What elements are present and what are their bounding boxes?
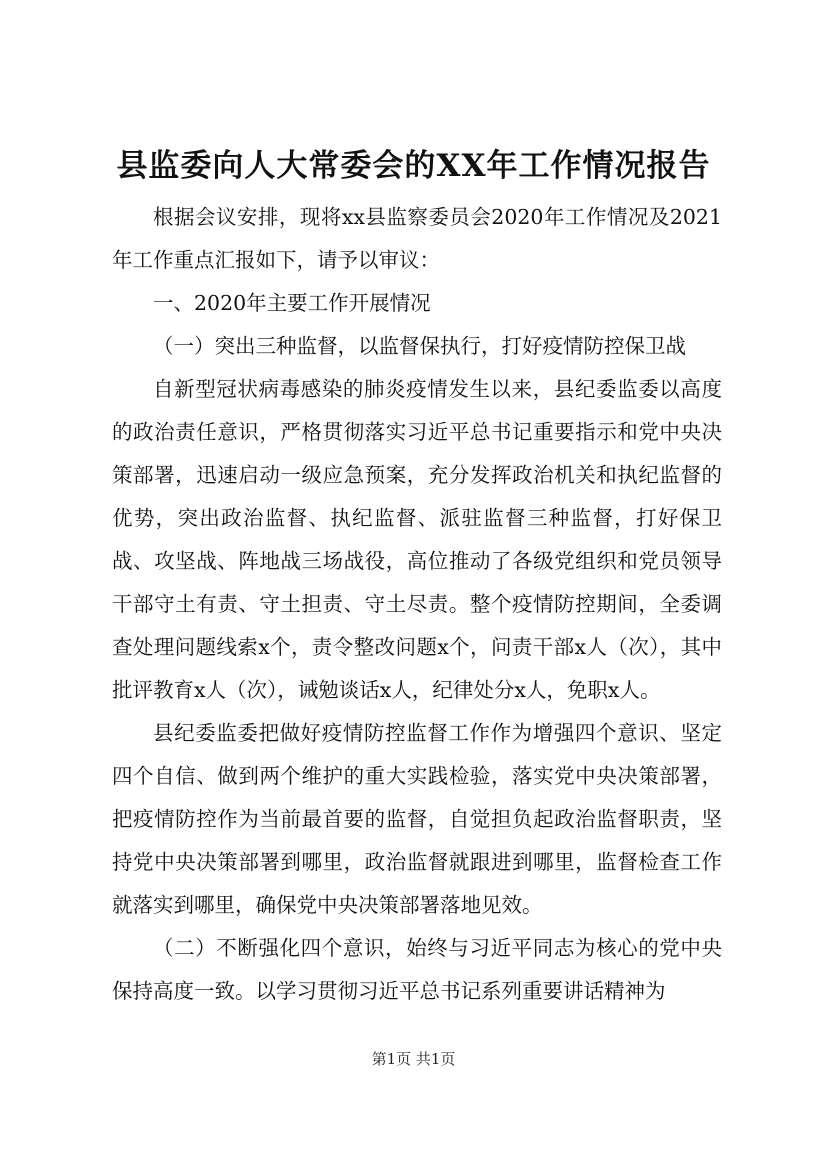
document-body: [112, 196, 722, 1013]
paragraph-intro: 根据会议安排，现将xx县监察委员会2020年工作情况及2021年工作重点汇报如下，请予以审议：: [112, 205, 722, 272]
section-heading-1: 一、2020年主要工作开展情况: [153, 291, 431, 315]
document-title: 县监委向人大常委会的XX年工作情况报告: [116, 148, 711, 184]
subsection-heading-1: （一）突出三种监督，以监督保执行，打好疫情防控保卫战: [153, 334, 686, 358]
page-number-footer: 第1页 共1页: [371, 1050, 456, 1068]
paragraph-epidemic-supervision: 自新型冠状病毒感染的肺炎疫情发生以来，县纪委监委以高度的政治责任意识，严格贯彻落实习近平总书记重要指示和党中央决策部署，迅速启动一级应急预案，充分发挥政治机关和执纪监督的优势，突出政治监督、执纪监督、派驻监督三种监督，打好保卫战、攻坚战、阵地战三场战役，高位推动了各级党组织和党员领导干部守土有责、守土担责、守土尽责。整个疫情防控期间，全委调查处理问题线索x个，责令整改问题x个，问责干部x人（次），其中批评教育x人（次），诫勉谈话x人，纪律处分x人，免职x人。: [112, 377, 722, 702]
subsection-heading-2: （二）不断强化四个意识，始终与习近平同志为核心的党中央保持高度一致。以学习贯彻习近平总书记系列重要讲话精神为: [112, 936, 722, 1003]
paragraph-political-supervision: 县纪委监委把做好疫情防控监督工作作为增强四个意识、坚定四个自信、做到两个维护的重大实践检验，落实党中央决策部署，把疫情防控作为当前最首要的监督，自觉担负起政治监督职责，坚持党中央决策部署到哪里，政治监督就跟进到哪里，监督检查工作就落实到哪里，确保党中央决策部署落地见效。: [112, 721, 722, 917]
